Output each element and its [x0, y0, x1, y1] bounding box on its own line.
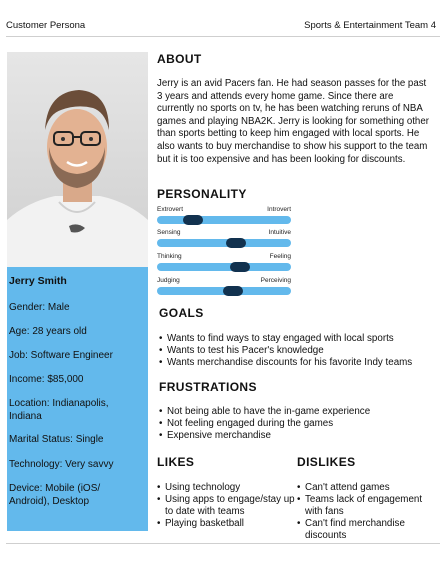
footer-divider	[6, 543, 440, 544]
header-title-right: Sports & Entertainment Team 4	[304, 20, 436, 31]
goals-list	[159, 333, 434, 369]
persona-income: Income: $85,000	[9, 374, 84, 385]
list-item: • Can't attend games	[297, 482, 435, 494]
likes-list	[157, 482, 295, 530]
trait-label-right: Introvert	[267, 206, 291, 213]
trait-knob	[183, 215, 203, 225]
persona-device: Device: Mobile (iOS/ Android), Desktop	[9, 483, 101, 507]
trait-knob	[226, 238, 246, 248]
list-item: • Expensive merchandise	[159, 430, 434, 442]
dislikes-heading: DISLIKES	[297, 455, 356, 469]
trait-track	[157, 216, 291, 224]
list-item: • Wants merchandise discounts for his favorite Indy teams	[159, 357, 434, 369]
likes-heading: LIKES	[157, 455, 195, 469]
trait-label-left: Thinking	[157, 253, 182, 260]
trait-label-right: Intuitive	[268, 229, 291, 236]
persona-photo	[7, 52, 148, 267]
page-header	[0, 0, 446, 38]
list-item: • Wants to test his Pacer's knowledge	[159, 345, 434, 357]
list-item: • Playing basketball	[157, 518, 295, 530]
trait-slider-sensing-intuitive	[157, 229, 291, 249]
list-item: • Teams lack of engagement with fans	[297, 494, 435, 518]
goals-heading: GOALS	[159, 306, 204, 320]
trait-knob	[223, 286, 243, 296]
trait-track	[157, 239, 291, 247]
trait-label-left: Sensing	[157, 229, 181, 236]
personality-heading: PERSONALITY	[157, 187, 247, 201]
frustrations-heading: FRUSTRATIONS	[159, 380, 257, 394]
about-text: Jerry is an avid Pacers fan. He had season passes for the past 3 years and attends every home game. Since there are currently no sports on tv, he has been watching reruns of NBA games and playing NBA2K. Jerry is looking for something other than sports betting to keep him engaged with local sports. He also wants to buy merchandise to show his support to the team but it is too expensive and has been looking for discounts.	[157, 78, 429, 165]
persona-age: Age: 28 years old	[9, 326, 87, 337]
persona-details-panel	[7, 267, 148, 531]
list-item: • Can't find merchandise discounts	[297, 518, 435, 542]
list-item: • Using apps to engage/stay up to date with teams	[157, 494, 295, 518]
list-item: • Using technology	[157, 482, 295, 494]
persona-job: Job: Software Engineer	[9, 350, 113, 361]
list-item: • Not being able to have the in-game experience	[159, 406, 434, 418]
list-item: • Not feeling engaged during the games	[159, 418, 434, 430]
header-divider	[6, 36, 440, 37]
header-title-left: Customer Persona	[6, 20, 86, 31]
trait-label-right: Feeling	[269, 253, 291, 260]
persona-gender: Gender: Male	[9, 302, 70, 313]
persona-location: Location: Indianapolis, Indiana	[9, 398, 109, 422]
persona-name: Jerry Smith	[9, 275, 67, 287]
trait-slider-extrovert-introvert	[157, 206, 291, 226]
trait-slider-judging-perceiving	[157, 277, 291, 297]
persona-marital-status: Marital Status: Single	[9, 434, 104, 445]
trait-slider-thinking-feeling	[157, 253, 291, 273]
persona-photo-illustration	[7, 52, 148, 267]
trait-label-left: Judging	[157, 277, 180, 284]
frustrations-list	[159, 406, 434, 442]
trait-label-right: Perceiving	[260, 277, 291, 284]
dislikes-list	[297, 482, 435, 542]
list-item: • Wants to find ways to stay engaged with local sports	[159, 333, 434, 345]
trait-track	[157, 263, 291, 271]
trait-label-left: Extrovert	[157, 206, 184, 213]
about-heading: ABOUT	[157, 52, 202, 66]
trait-knob	[230, 262, 250, 272]
persona-technology: Technology: Very savvy	[9, 459, 114, 470]
